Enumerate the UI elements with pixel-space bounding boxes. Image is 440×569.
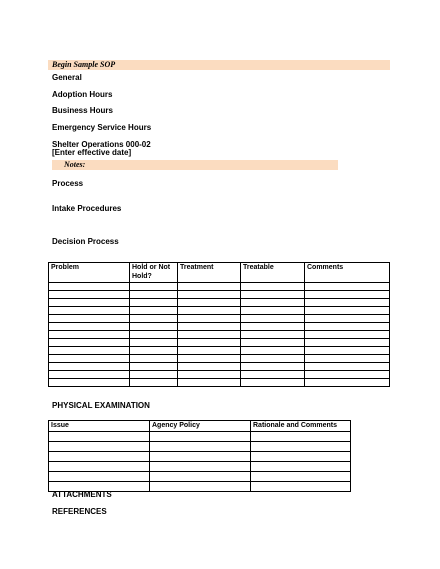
table-cell[interactable] [49, 323, 130, 331]
table-cell[interactable] [251, 462, 351, 472]
table-row [49, 432, 351, 442]
table-cell[interactable] [305, 331, 390, 339]
table-cell[interactable] [150, 452, 251, 462]
col-agency-policy: Agency Policy [150, 421, 251, 432]
section-references: REFERENCES [52, 507, 107, 516]
table-cell[interactable] [150, 432, 251, 442]
table-cell[interactable] [305, 299, 390, 307]
notes-banner [52, 160, 338, 170]
table-row [49, 462, 351, 472]
notes-label: Notes: [64, 160, 86, 169]
table-cell[interactable] [305, 371, 390, 379]
table-cell[interactable] [130, 379, 178, 387]
shelter-operations: Shelter Operations 000-02 [52, 140, 151, 149]
sop-title-banner [48, 60, 390, 70]
table-cell[interactable] [178, 379, 241, 387]
table-cell[interactable] [178, 363, 241, 371]
table-cell[interactable] [178, 347, 241, 355]
table-cell[interactable] [241, 315, 305, 323]
table-cell[interactable] [178, 339, 241, 347]
table-row [49, 472, 351, 482]
table-cell[interactable] [241, 291, 305, 299]
table-cell[interactable] [49, 363, 130, 371]
table-cell[interactable] [49, 432, 150, 442]
table-row [49, 307, 390, 315]
table-cell[interactable] [49, 462, 150, 472]
col-treatable: Treatable [241, 263, 305, 283]
table-cell[interactable] [130, 371, 178, 379]
table-cell[interactable] [130, 355, 178, 363]
table-cell[interactable] [178, 291, 241, 299]
table-cell[interactable] [178, 283, 241, 291]
table-cell[interactable] [178, 299, 241, 307]
table-cell[interactable] [130, 339, 178, 347]
table-cell[interactable] [49, 299, 130, 307]
section-process: Process [52, 179, 84, 188]
table-cell[interactable] [251, 452, 351, 462]
table-cell[interactable] [178, 323, 241, 331]
section-physical-exam: PHYSICAL EXAMINATION [52, 401, 150, 410]
table-cell[interactable] [241, 379, 305, 387]
table-cell[interactable] [130, 307, 178, 315]
table-cell[interactable] [150, 462, 251, 472]
table-cell[interactable] [49, 291, 130, 299]
table-cell[interactable] [251, 442, 351, 452]
table-row [49, 347, 390, 355]
table-row [49, 442, 351, 452]
table-row [49, 452, 351, 462]
section-general: General [52, 73, 82, 82]
table-cell[interactable] [150, 472, 251, 482]
table-cell[interactable] [150, 442, 251, 452]
exam-table-header [49, 421, 351, 432]
table-cell[interactable] [49, 331, 130, 339]
table-cell[interactable] [305, 355, 390, 363]
section-adoption-hours: Adoption Hours [52, 90, 113, 99]
table-cell[interactable] [130, 363, 178, 371]
table-cell[interactable] [130, 299, 178, 307]
sop-title: Begin Sample SOP [52, 60, 116, 69]
section-intake: Intake Procedures [52, 204, 122, 213]
col-comments: Comments [305, 263, 390, 283]
col-rationale: Rationale and Comments [251, 421, 351, 432]
table-row [49, 331, 390, 339]
table-cell[interactable] [251, 432, 351, 442]
table-cell[interactable] [241, 347, 305, 355]
table-row [49, 315, 390, 323]
table-cell[interactable] [241, 299, 305, 307]
table-cell[interactable] [178, 307, 241, 315]
effective-date: [Enter effective date] [52, 148, 132, 157]
table-cell[interactable] [305, 291, 390, 299]
table-cell[interactable] [49, 472, 150, 482]
decision-table-header [49, 263, 390, 283]
table-cell[interactable] [49, 371, 130, 379]
section-decision: Decision Process [52, 237, 119, 246]
table-cell[interactable] [130, 323, 178, 331]
table-cell[interactable] [251, 482, 351, 492]
table-cell[interactable] [241, 331, 305, 339]
decision-table [48, 262, 390, 387]
section-business-hours: Business Hours [52, 106, 113, 115]
table-cell[interactable] [241, 283, 305, 291]
table-cell[interactable] [49, 442, 150, 452]
table-cell[interactable] [305, 283, 390, 291]
table-cell[interactable] [241, 363, 305, 371]
table-cell[interactable] [130, 331, 178, 339]
table-cell[interactable] [49, 452, 150, 462]
table-cell[interactable] [49, 307, 130, 315]
table-cell[interactable] [305, 379, 390, 387]
table-cell[interactable] [130, 291, 178, 299]
table-row [49, 363, 390, 371]
table-cell[interactable] [241, 339, 305, 347]
table-cell[interactable] [130, 347, 178, 355]
section-emergency-hours: Emergency Service Hours [52, 123, 152, 132]
table-row [49, 299, 390, 307]
section-attachments: ATTACHMENTS [52, 490, 112, 499]
table-cell[interactable] [251, 472, 351, 482]
col-problem: Problem [49, 263, 130, 283]
table-row [49, 283, 390, 291]
table-cell[interactable] [178, 315, 241, 323]
table-cell[interactable] [305, 307, 390, 315]
table-row [49, 371, 390, 379]
table-cell[interactable] [305, 315, 390, 323]
table-row [49, 323, 390, 331]
table-cell[interactable] [178, 331, 241, 339]
col-issue: Issue [49, 421, 150, 432]
table-cell[interactable] [49, 339, 130, 347]
table-cell[interactable] [150, 482, 251, 492]
table-cell[interactable] [49, 283, 130, 291]
exam-table [48, 420, 351, 492]
table-cell[interactable] [241, 371, 305, 379]
table-cell[interactable] [305, 339, 390, 347]
table-cell[interactable] [130, 283, 178, 291]
table-row [49, 379, 390, 387]
table-cell[interactable] [305, 363, 390, 371]
table-cell[interactable] [241, 355, 305, 363]
table-cell[interactable] [305, 323, 390, 331]
col-hold: Hold or Not Hold? [130, 263, 178, 283]
col-treatment: Treatment [178, 263, 241, 283]
table-cell[interactable] [49, 355, 130, 363]
table-cell[interactable] [305, 347, 390, 355]
table-cell[interactable] [178, 371, 241, 379]
table-cell[interactable] [130, 315, 178, 323]
table-cell[interactable] [49, 315, 130, 323]
table-row [49, 291, 390, 299]
table-cell[interactable] [241, 323, 305, 331]
table-cell[interactable] [49, 347, 130, 355]
table-cell[interactable] [241, 307, 305, 315]
table-row [49, 355, 390, 363]
table-row [49, 339, 390, 347]
table-cell[interactable] [49, 379, 130, 387]
table-cell[interactable] [178, 355, 241, 363]
